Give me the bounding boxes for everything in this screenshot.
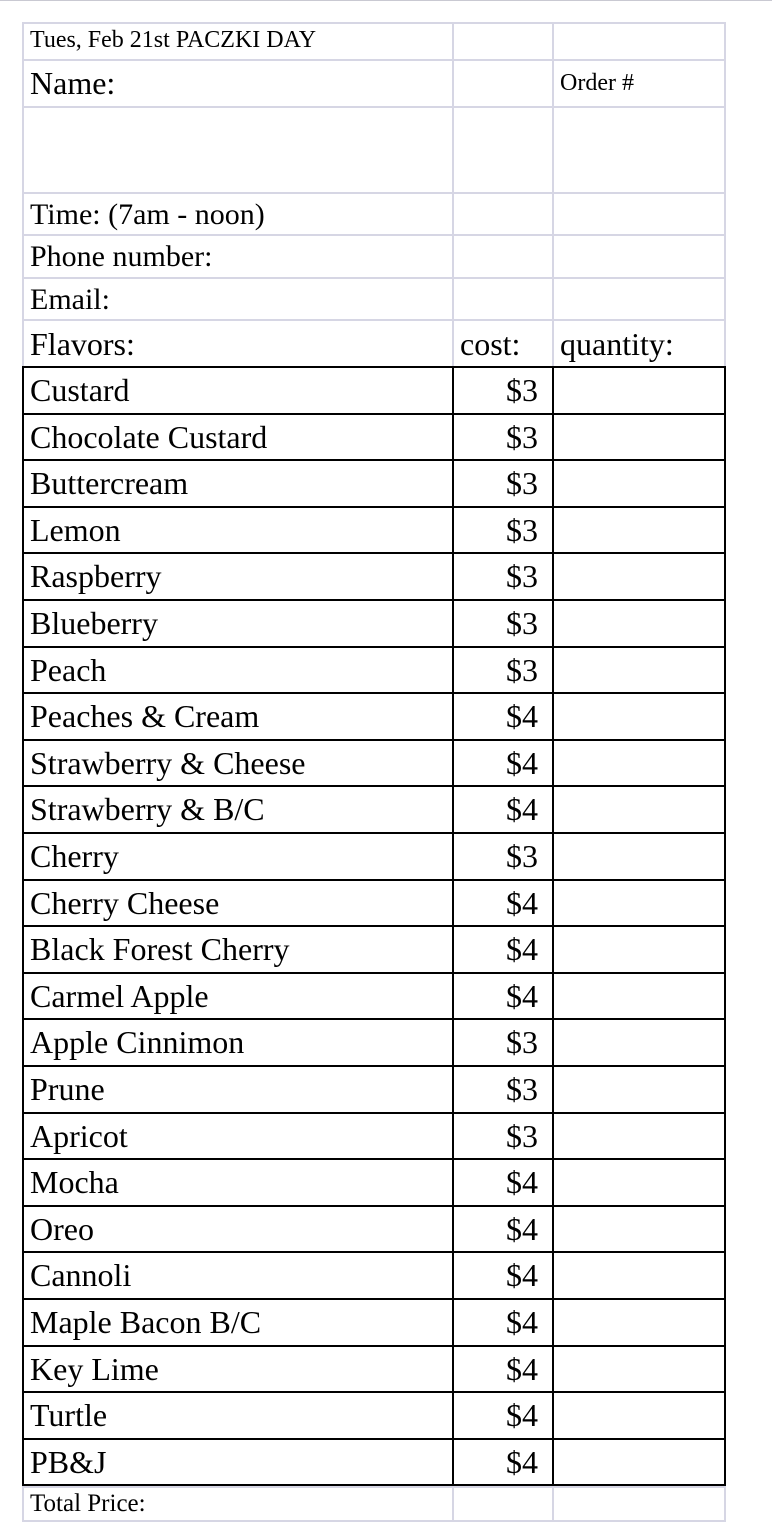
flavor-row (22, 785, 726, 832)
flavor-cost-cell (452, 366, 552, 413)
flavor-name: Strawberry & B/C (30, 791, 265, 828)
flavor-name-cell (22, 366, 452, 413)
flavor-cost: $4 (506, 791, 538, 828)
time-row (22, 192, 726, 234)
title-cost-cell[interactable] (452, 22, 552, 59)
flavor-name-cell (22, 785, 452, 832)
time-qty-cell[interactable] (552, 192, 726, 234)
email-label: Email: (30, 283, 110, 316)
flavor-row (22, 972, 726, 1019)
flavor-cost-cell (452, 692, 552, 739)
flavor-row (22, 413, 726, 460)
flavor-row (22, 599, 726, 646)
flavor-name-cell (22, 1251, 452, 1298)
phone-cost-cell[interactable] (452, 234, 552, 277)
flavor-name-cell (22, 599, 452, 646)
flavor-name-cell (22, 1065, 452, 1112)
flavor-name-cell (22, 1438, 452, 1485)
flavor-quantity-field[interactable] (552, 1158, 726, 1205)
flavor-cost: $4 (506, 1350, 538, 1387)
total-cell (22, 1486, 452, 1520)
flavor-cost: $3 (506, 1117, 538, 1154)
name-entry-cost-cell[interactable] (452, 106, 552, 192)
flavor-cost-cell (452, 1205, 552, 1252)
flavor-cost-cell (452, 459, 552, 506)
flavor-name: Cherry Cheese (30, 884, 220, 921)
flavor-quantity-field[interactable] (552, 599, 726, 646)
time-cost-cell[interactable] (452, 192, 552, 234)
name-cell (22, 59, 452, 106)
flavor-name: Apricot (30, 1117, 128, 1154)
flavor-cost-cell (452, 1112, 552, 1159)
flavor-quantity-field[interactable] (552, 1018, 726, 1065)
phone-row (22, 234, 726, 277)
flavor-row (22, 1438, 726, 1485)
flavor-cost: $4 (506, 698, 538, 735)
flavor-row (22, 506, 726, 553)
total-row (22, 1486, 726, 1522)
flavor-name-cell (22, 1205, 452, 1252)
flavor-name-cell (22, 832, 452, 879)
flavor-quantity-field[interactable] (552, 366, 726, 413)
flavor-row (22, 1391, 726, 1438)
email-qty-cell[interactable] (552, 277, 726, 319)
flavor-name: Turtle (30, 1397, 108, 1434)
name-extra-cell[interactable] (452, 59, 552, 106)
cost-header: cost: (460, 326, 521, 362)
flavor-quantity-field[interactable] (552, 459, 726, 506)
flavor-cost-cell (452, 1298, 552, 1345)
flavor-cost: $4 (506, 884, 538, 921)
flavor-quantity-field[interactable] (552, 832, 726, 879)
name-row (22, 59, 726, 106)
flavor-row (22, 739, 726, 786)
flavor-cost: $3 (506, 1071, 538, 1107)
flavor-row (22, 925, 726, 972)
order-number-entry-field[interactable] (552, 106, 726, 192)
email-row (22, 277, 726, 319)
flavor-quantity-field[interactable] (552, 1438, 726, 1485)
title-cell (22, 22, 452, 59)
name-entry-row (22, 106, 726, 192)
flavor-row (22, 1065, 726, 1112)
quantity-header-cell (552, 319, 726, 366)
flavor-name: Carmel Apple (30, 977, 209, 1014)
flavor-row (22, 692, 726, 739)
title-row (22, 22, 726, 59)
flavor-name-cell (22, 459, 452, 506)
email-cost-cell[interactable] (452, 277, 552, 319)
flavor-row (22, 879, 726, 926)
flavor-cost: $4 (506, 1257, 538, 1294)
flavor-quantity-field[interactable] (552, 646, 726, 693)
flavor-name-cell (22, 972, 452, 1019)
flavor-quantity-field[interactable] (552, 413, 726, 460)
flavor-row (22, 1251, 726, 1298)
flavor-name: Oreo (30, 1210, 94, 1247)
flavor-row (22, 459, 726, 506)
flavor-name: Blueberry (30, 605, 158, 641)
flavor-name: Chocolate Custard (30, 418, 268, 455)
flavor-name-cell (22, 879, 452, 926)
flavor-name: Mocha (30, 1164, 119, 1201)
flavor-cost-cell (452, 879, 552, 926)
form-title: Tues, Feb 21st PACZKI DAY (30, 27, 317, 53)
flavor-row (22, 1112, 726, 1159)
flavor-name: Key Lime (30, 1350, 159, 1387)
flavor-cost-cell (452, 599, 552, 646)
flavor-row (22, 1345, 726, 1392)
flavor-cost-cell (452, 1345, 552, 1392)
order-number-label: Order # (560, 70, 634, 96)
phone-label: Phone number: (30, 240, 213, 273)
flavor-cost: $3 (506, 605, 538, 641)
email-cell[interactable] (22, 277, 452, 319)
flavor-quantity-field[interactable] (552, 552, 726, 599)
flavor-name: Cherry (30, 838, 119, 874)
flavor-cost: $3 (506, 372, 538, 408)
flavor-cost: $3 (506, 838, 538, 874)
flavor-quantity-field[interactable] (552, 1251, 726, 1298)
flavor-row (22, 1205, 726, 1252)
flavor-cost-cell (452, 1065, 552, 1112)
flavor-cost: $4 (506, 744, 538, 781)
flavor-name-cell (22, 1345, 452, 1392)
order-number-cell[interactable] (552, 59, 726, 106)
cost-header-cell (452, 319, 552, 366)
flavor-cost-cell (452, 972, 552, 1019)
flavor-quantity-field[interactable] (552, 1298, 726, 1345)
flavor-name: Cannoli (30, 1257, 132, 1294)
flavors-header: Flavors: (30, 326, 135, 362)
total-qty-cell[interactable] (552, 1486, 726, 1520)
flavor-name-cell (22, 1298, 452, 1345)
flavor-name-cell (22, 925, 452, 972)
flavor-name: Strawberry & Cheese (30, 744, 306, 781)
flavor-name-cell (22, 739, 452, 786)
flavor-cost: $3 (506, 1024, 538, 1061)
flavor-name: Black Forest Cherry (30, 931, 290, 968)
total-cost-cell[interactable] (452, 1486, 552, 1520)
flavor-row (22, 1018, 726, 1065)
flavor-cost: $4 (506, 1210, 538, 1247)
flavor-quantity-field[interactable] (552, 739, 726, 786)
flavor-name-cell (22, 692, 452, 739)
flavor-quantity-field[interactable] (552, 506, 726, 553)
time-cell[interactable] (22, 192, 452, 234)
flavor-name-cell (22, 1158, 452, 1205)
flavor-name: Maple Bacon B/C (30, 1304, 262, 1340)
flavor-name-cell (22, 1112, 452, 1159)
flavor-cost-cell (452, 832, 552, 879)
quantity-header: quantity: (560, 326, 674, 362)
flavor-cost: $3 (506, 651, 538, 688)
flavor-quantity-field[interactable] (552, 692, 726, 739)
flavor-cost: $4 (506, 931, 538, 968)
flavor-cost: $3 (506, 465, 538, 502)
flavor-name: Apple Cinnimon (30, 1024, 245, 1061)
flavor-cost: $4 (506, 1164, 538, 1201)
phone-cell[interactable] (22, 234, 452, 277)
flavor-cost: $3 (506, 558, 538, 595)
flavor-name-cell (22, 506, 452, 553)
flavor-quantity-field[interactable] (552, 1391, 726, 1438)
flavor-name: Lemon (30, 511, 121, 548)
flavor-row (22, 832, 726, 879)
flavor-name: Buttercream (30, 465, 189, 502)
flavor-cost: $4 (506, 977, 538, 1014)
flavor-cost-cell (452, 552, 552, 599)
flavor-name-cell (22, 1018, 452, 1065)
flavor-name: Raspberry (30, 558, 162, 595)
column-header-row (22, 319, 726, 366)
flavor-cost-cell (452, 1438, 552, 1485)
flavor-name-cell (22, 552, 452, 599)
flavor-row (22, 366, 726, 413)
flavor-cost-cell (452, 1018, 552, 1065)
flavor-cost-cell (452, 646, 552, 693)
flavor-quantity-field[interactable] (552, 925, 726, 972)
flavor-quantity-field[interactable] (552, 972, 726, 1019)
flavor-cost: $4 (506, 1304, 538, 1340)
flavor-quantity-field[interactable] (552, 1345, 726, 1392)
flavor-cost: $4 (506, 1397, 538, 1434)
flavor-cost-cell (452, 1251, 552, 1298)
flavor-row (22, 1298, 726, 1345)
name-entry-field[interactable] (22, 106, 452, 192)
flavor-name-cell (22, 413, 452, 460)
flavor-cost: $4 (506, 1443, 538, 1480)
flavor-cost-cell (452, 1158, 552, 1205)
flavor-quantity-field[interactable] (552, 1205, 726, 1252)
flavor-name: Custard (30, 372, 130, 408)
flavor-cost: $3 (506, 511, 538, 548)
flavor-quantity-field[interactable] (552, 879, 726, 926)
flavor-name: PB&J (30, 1443, 107, 1480)
flavor-name-cell (22, 646, 452, 693)
phone-qty-cell[interactable] (552, 234, 726, 277)
flavor-cost-cell (452, 413, 552, 460)
time-label: Time: (7am - noon) (30, 198, 265, 231)
flavor-row (22, 1158, 726, 1205)
name-label: Name: (30, 65, 116, 101)
flavor-row (22, 552, 726, 599)
flavor-quantity-field[interactable] (552, 1065, 726, 1112)
flavor-quantity-field[interactable] (552, 785, 726, 832)
top-divider (0, 0, 772, 1)
flavor-cost-cell (452, 785, 552, 832)
flavor-cost: $3 (506, 418, 538, 455)
flavor-name: Peach (30, 651, 107, 688)
flavor-cost-cell (452, 739, 552, 786)
flavors-header-cell (22, 319, 452, 366)
total-label: Total Price: (30, 1490, 146, 1518)
flavor-row (22, 646, 726, 693)
flavor-name: Peaches & Cream (30, 698, 260, 735)
flavor-name-cell (22, 1391, 452, 1438)
flavor-name: Prune (30, 1071, 105, 1107)
flavor-quantity-field[interactable] (552, 1112, 726, 1159)
flavor-cost-cell (452, 506, 552, 553)
title-qty-cell[interactable] (552, 22, 726, 59)
flavor-cost-cell (452, 925, 552, 972)
flavor-cost-cell (452, 1391, 552, 1438)
